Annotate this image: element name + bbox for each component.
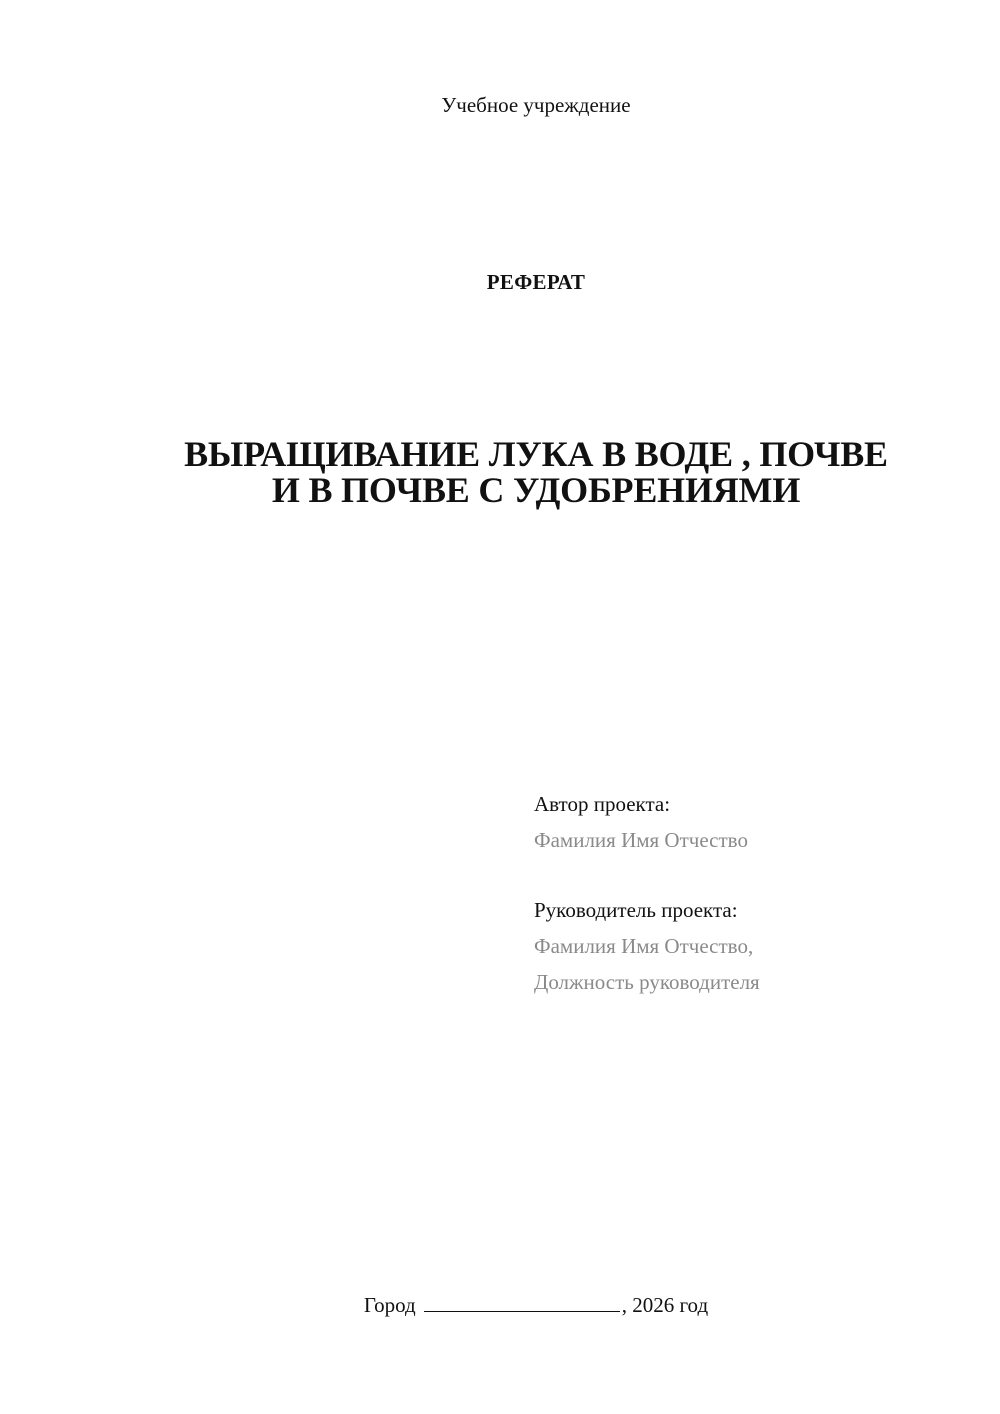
authors-block xyxy=(534,786,974,1000)
supervisor-name: Фамилия Имя Отчество, xyxy=(534,934,754,958)
authors-spacer xyxy=(534,858,974,892)
year-text: , 2026 год xyxy=(621,1293,709,1317)
city-label: Город xyxy=(363,1293,416,1317)
document-title-line-2: И В ПОЧВЕ С УДОБРЕНИЯМИ xyxy=(271,470,801,510)
city-blank-line xyxy=(424,1289,620,1312)
document-title-line-1: ВЫРАЩИВАНИЕ ЛУКА В ВОДЕ , ПОЧВЕ xyxy=(184,434,888,474)
supervisor-position: Должность руководителя xyxy=(534,970,760,994)
institution-name: Учебное учреждение xyxy=(441,93,631,117)
city-year-line xyxy=(0,1289,1000,1320)
author-name: Фамилия Имя Отчество xyxy=(534,828,748,852)
document-title xyxy=(120,436,952,508)
author-label: Автор проекта: xyxy=(534,792,671,816)
supervisor-label: Руководитель проекта: xyxy=(534,898,738,922)
document-type: РЕФЕРАТ xyxy=(486,270,586,294)
